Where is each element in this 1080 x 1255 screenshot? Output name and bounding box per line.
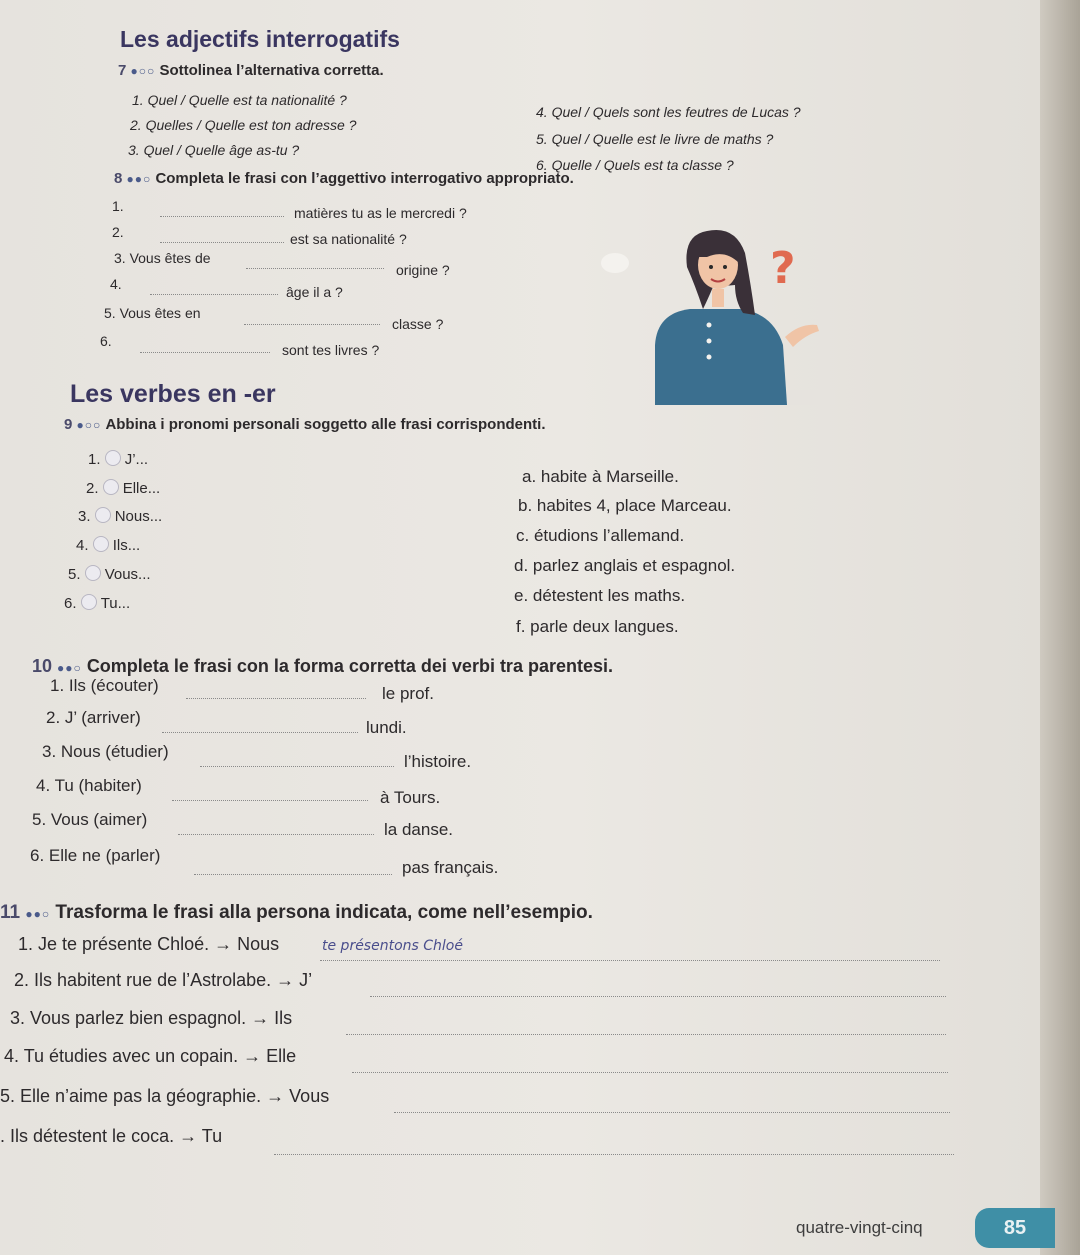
exercise-number: 10 <box>32 656 53 676</box>
difficulty-dots-icon: ●●○ <box>126 172 152 186</box>
exercise-instruction: Completa le frasi con l’aggettivo interrogativo appropriato. <box>155 170 574 187</box>
ex9-right-d: d. parlez anglais et espagnol. <box>514 556 736 575</box>
ex10-blank-3[interactable] <box>200 766 394 767</box>
exercise-10-header <box>32 656 613 677</box>
ex8-item-2-number: 2. <box>112 224 124 240</box>
ex8-item-1-number: 1. <box>112 198 124 214</box>
ex8-blank-1[interactable] <box>160 216 284 217</box>
ex8-item-6-text: sont tes livres ? <box>282 342 380 358</box>
exercise-number: 9 <box>64 416 73 433</box>
ex11-item-4: 4. Tu étudies avec un copain. → Elle <box>4 1046 297 1066</box>
ex8-item-4-number: 4. <box>110 276 122 292</box>
difficulty-dots-icon: ●○○ <box>76 418 102 432</box>
exercise-number: 11 <box>0 902 21 923</box>
ex11-item-1: 1. Je te présente Chloé. → Nous <box>18 934 280 954</box>
ex10-item-3-prefix: 3. Nous (étudier) <box>42 742 169 761</box>
ex8-blank-5[interactable] <box>244 324 380 325</box>
ex8-item-5-prefix: 5. Vous êtes en <box>104 305 201 321</box>
ex10-item-5-prefix: 5. Vous (aimer) <box>32 810 148 829</box>
ex10-item-3-text: l’histoire. <box>404 752 472 771</box>
answer-circle[interactable] <box>103 479 119 495</box>
difficulty-dots-icon: ●●○ <box>25 907 51 921</box>
girl-thinking-illustration <box>595 205 835 405</box>
answer-circle[interactable] <box>85 565 101 581</box>
ex11-blank-5[interactable] <box>394 1112 950 1113</box>
ex9-left-1: 1. J’... <box>88 451 149 468</box>
ex11-item-2: 2. Ils habitent rue de l’Astrolabe. → J’ <box>14 970 313 990</box>
ex9-right-a: a. habite à Marseille. <box>522 467 679 486</box>
answer-circle[interactable] <box>105 450 121 466</box>
ex8-item-5-text: classe ? <box>392 316 444 332</box>
exercise-11-header <box>0 902 593 924</box>
exercise-instruction: Completa le frasi con la forma corretta dei verbi tra parentesi. <box>86 656 613 676</box>
difficulty-dots-icon: ●●○ <box>57 661 82 675</box>
ex8-item-2-text: est sa nationalité ? <box>290 231 407 247</box>
ex9-right-c: c. étudions l’allemand. <box>516 526 685 545</box>
ex10-item-5-text: la danse. <box>384 820 453 839</box>
ex11-blank-3[interactable] <box>346 1034 946 1035</box>
ex7-item-3: 3. Quel / Quelle âge as-tu ? <box>128 142 300 158</box>
exercise-number: 8 <box>114 170 123 187</box>
ex9-left-4: 4. Ils... <box>76 537 141 554</box>
ex7-item-5: 5. Quel / Quelle est le livre de maths ? <box>536 131 774 147</box>
ex10-blank-1[interactable] <box>186 698 366 699</box>
ex8-item-3-prefix: 3. Vous êtes de <box>114 250 211 266</box>
ex10-item-1-text: le prof. <box>382 684 434 703</box>
exercise-7-header <box>118 62 384 79</box>
answer-circle[interactable] <box>95 507 111 523</box>
ex8-blank-4[interactable] <box>150 294 278 295</box>
ex10-blank-2[interactable] <box>162 732 358 733</box>
ex10-item-4-text: à Tours. <box>380 788 441 807</box>
ex10-item-2-prefix: 2. J’ (arriver) <box>46 708 141 727</box>
ex9-left-3: 3. Nous... <box>78 508 163 525</box>
ex9-right-f: f. parle deux langues. <box>516 617 679 636</box>
exercise-8-header <box>114 170 574 187</box>
svg-text:?: ? <box>770 243 796 294</box>
difficulty-dots-icon: ●○○ <box>130 64 156 78</box>
ex11-blank-4[interactable] <box>352 1072 948 1073</box>
ex9-left-5: 5. Vous... <box>68 566 151 583</box>
ex10-blank-4[interactable] <box>172 800 368 801</box>
page-number-words: quatre-vingt-cinq <box>796 1218 923 1237</box>
page-number: 85 <box>1003 1216 1027 1239</box>
ex11-blank-2[interactable] <box>370 996 946 997</box>
ex8-item-6-number: 6. <box>100 333 112 349</box>
page-edge <box>1040 0 1080 1255</box>
ex11-blank-6[interactable] <box>274 1154 954 1155</box>
exercise-instruction: Trasforma le frasi alla persona indicata, come nell’esempio. <box>55 902 593 923</box>
ex10-item-4-prefix: 4. Tu (habiter) <box>36 776 142 795</box>
ex8-item-1-text: matières tu as le mercredi ? <box>294 205 467 221</box>
section-title-verbes: Les verbes en -er <box>70 380 276 408</box>
ex9-left-6: 6. Tu... <box>64 595 131 612</box>
ex11-blank-1[interactable] <box>320 960 940 961</box>
page-number-badge <box>975 1208 1055 1248</box>
exercise-9-header <box>64 416 546 433</box>
ex9-left-2: 2. Elle... <box>86 480 161 497</box>
ex8-item-3-text: origine ? <box>396 262 450 278</box>
ex7-item-2: 2. Quelles / Quelle est ton adresse ? <box>130 117 357 133</box>
ex9-right-b: b. habites 4, place Marceau. <box>518 496 732 515</box>
exercise-number: 7 <box>118 62 127 79</box>
ex10-blank-5[interactable] <box>178 834 374 835</box>
ex10-item-6-prefix: 6. Elle ne (parler) <box>30 846 161 865</box>
ex10-item-1-prefix: 1. Ils (écouter) <box>50 676 159 695</box>
ex8-item-4-text: âge il a ? <box>286 284 343 300</box>
ex8-blank-3[interactable] <box>246 268 384 269</box>
ex10-item-6-text: pas français. <box>402 858 499 877</box>
ex10-item-2-text: lundi. <box>366 718 407 737</box>
ex8-blank-2[interactable] <box>160 242 284 243</box>
ex11-item-3: 3. Vous parlez bien espagnol. → Ils <box>10 1008 293 1028</box>
ex8-blank-6[interactable] <box>140 352 270 353</box>
ex7-item-6: 6. Quelle / Quels est ta classe ? <box>536 157 734 173</box>
ex7-item-4: 4. Quel / Quels sont les feutres de Lucas ? <box>536 104 801 120</box>
ex11-item-5: 5. Elle n’aime pas la géographie. → Vous <box>0 1086 330 1106</box>
exercise-instruction: Sottolinea l’alternativa corretta. <box>159 62 384 79</box>
section-title-adjectifs: Les adjectifs interrogatifs <box>120 26 400 52</box>
answer-circle[interactable] <box>81 594 97 610</box>
answer-circle[interactable] <box>93 536 109 552</box>
ex10-blank-6[interactable] <box>194 874 392 875</box>
ex7-item-1: 1. Quel / Quelle est ta nationalité ? <box>132 92 347 108</box>
ex11-item-6: . Ils détestent le coca. → Tu <box>0 1126 223 1146</box>
ex11-answer-1-handwritten: te présentons Chloé <box>322 938 463 954</box>
ex9-right-e: e. détestent les maths. <box>514 586 686 605</box>
exercise-instruction: Abbina i pronomi personali soggetto alle frasi corrispondenti. <box>105 416 546 433</box>
